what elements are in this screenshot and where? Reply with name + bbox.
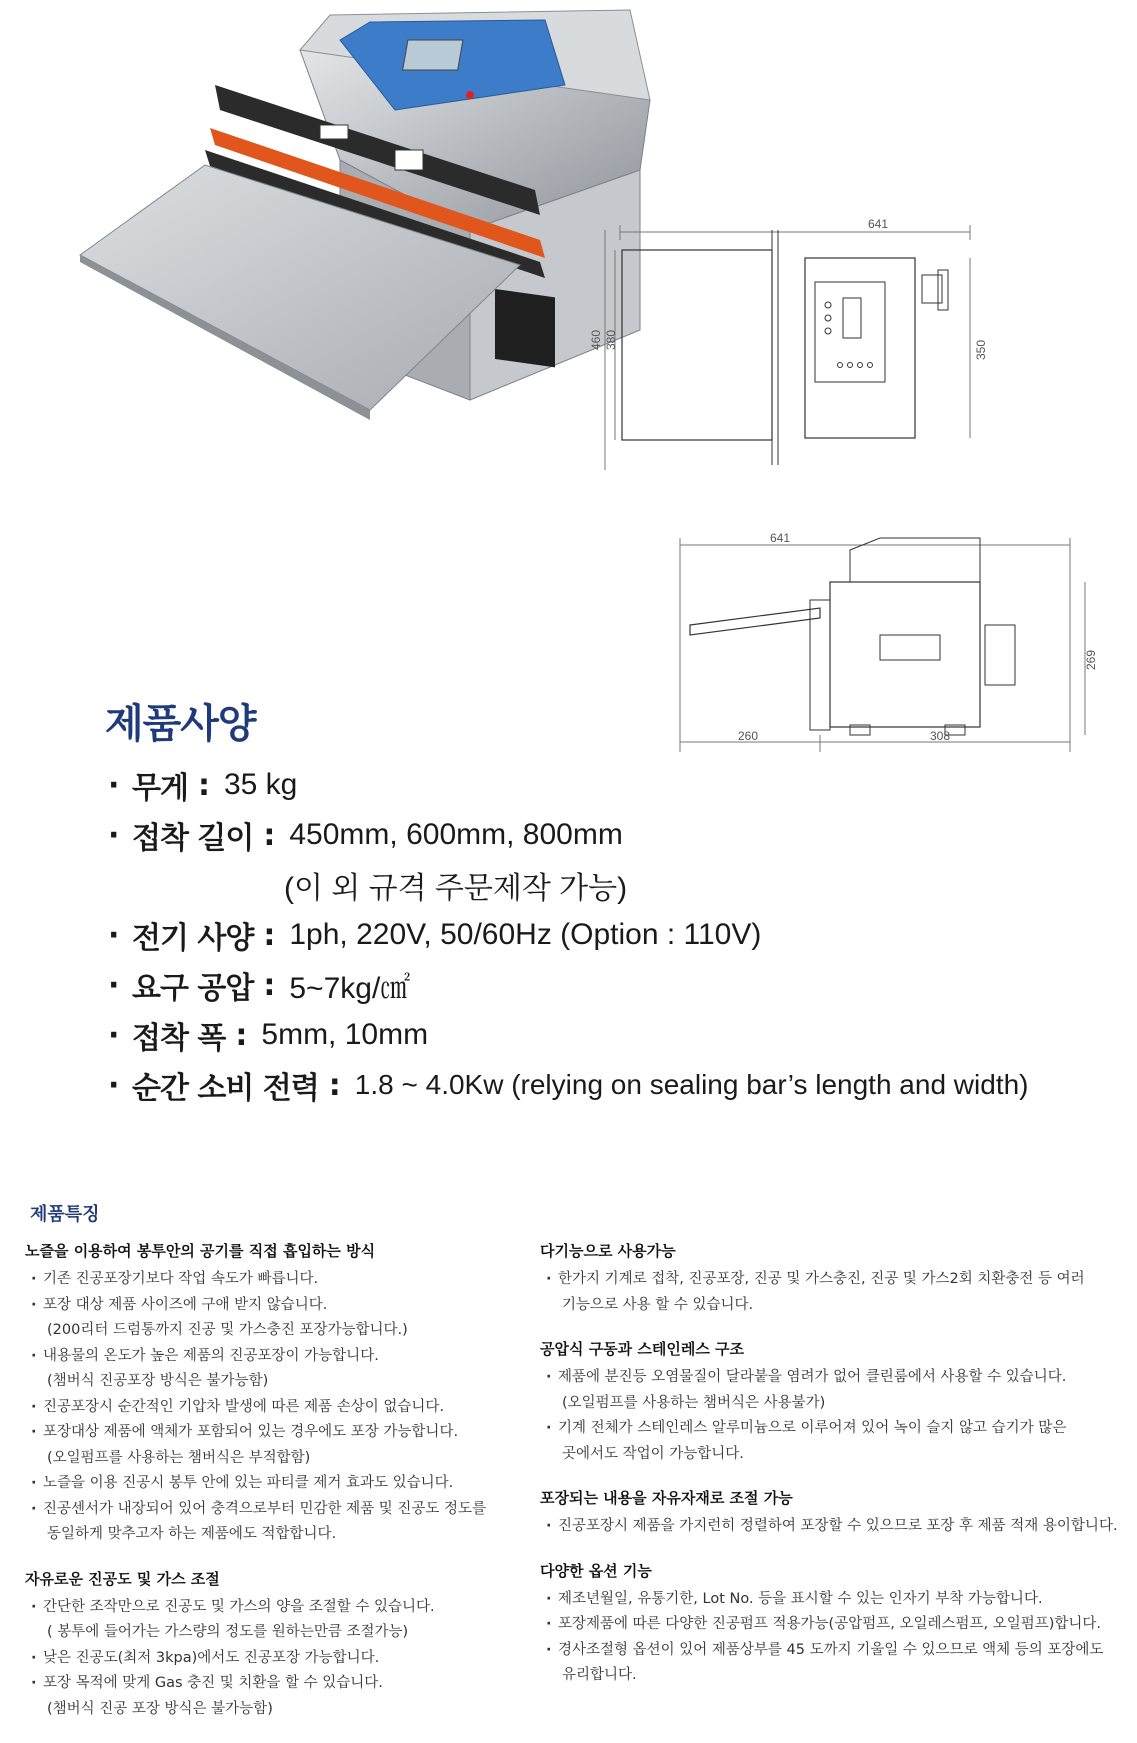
spec-value: 5~7kg/㎠ bbox=[289, 972, 411, 1005]
feature-group bbox=[540, 1338, 1130, 1467]
bullet: · bbox=[108, 1017, 120, 1053]
bullet: · bbox=[108, 1067, 120, 1103]
bullet: · bbox=[108, 917, 120, 953]
vacuum-sealer-illustration bbox=[40, 0, 680, 450]
spec-title: 제품사양 bbox=[105, 701, 256, 747]
feature-item: · 제품에 분진등 오염물질이 달라붙을 염려가 없어 클린룸에서 사용할 수 있습니다. bbox=[540, 1365, 1130, 1391]
feature-group bbox=[540, 1487, 1130, 1540]
feature-item: · 진공포장시 순간적인 기압차 발생에 따른 제품 손상이 없습니다. bbox=[25, 1395, 570, 1421]
feature-item: · 포장 목적에 맞게 Gas 충진 및 치환을 할 수 있습니다. bbox=[25, 1671, 570, 1697]
spec-row-electrical bbox=[108, 910, 1118, 960]
spec-row-seal-length bbox=[108, 810, 1118, 860]
spec-value: 35 kg bbox=[223, 768, 298, 801]
spec-label: 무게 bbox=[132, 771, 188, 806]
feature-list bbox=[540, 1267, 1130, 1318]
feature-note: ( 봉투에 들어가는 가스량의 정도를 원하는만큼 조절가능) bbox=[47, 1624, 409, 1640]
feature-group-title: 다양한 옵션 기능 bbox=[540, 1561, 652, 1580]
feature-note: 동일하게 맞추고자 하는 제품에도 적합합니다. bbox=[47, 1526, 337, 1542]
spec-label: 순간 소비 전력 bbox=[132, 1071, 319, 1106]
spec-colon: : bbox=[328, 1067, 341, 1103]
bullet: · bbox=[108, 817, 120, 853]
features-left-column bbox=[25, 1240, 570, 1742]
side-view-drawing bbox=[680, 530, 1100, 755]
feature-item: · 노즐을 이용 진공시 봉투 안에 있는 파티클 제거 효과도 있습니다. bbox=[25, 1471, 570, 1497]
spec-value: 5mm, 10mm bbox=[261, 1018, 429, 1051]
spec-colon: : bbox=[197, 767, 210, 803]
features-title: 제품특징 bbox=[30, 1204, 100, 1225]
feature-group-title: 자유로운 진공도 및 가스 조절 bbox=[25, 1569, 220, 1588]
spec-value: 1ph, 220V, 50/60Hz (Option : 110V) bbox=[289, 918, 762, 951]
feature-group-title: 다기능으로 사용가능 bbox=[540, 1242, 676, 1260]
top-width-dim: 641 bbox=[868, 217, 889, 231]
spec-row-weight bbox=[108, 760, 1118, 810]
top-outer-height-dim: 460 bbox=[589, 329, 603, 350]
spec-label: 접착 폭 bbox=[132, 1021, 226, 1056]
spec-label: 전기 사양 bbox=[132, 921, 254, 956]
spec-label: 접착 길이 bbox=[132, 821, 254, 856]
top-view-drawing bbox=[589, 217, 1080, 520]
feature-item: · 내용물의 온도가 높은 제품의 진공포장이 가능합니다. bbox=[25, 1344, 570, 1370]
spec-row-air-pressure bbox=[108, 960, 1118, 1010]
feature-group-title: 노즐을 이용하여 봉투안의 공기를 직접 흡입하는 방식 bbox=[25, 1242, 376, 1260]
side-height-dim: 269 bbox=[1084, 649, 1098, 670]
feature-item: · 진공포장시 제품을 가지런히 정렬하여 포장할 수 있으므로 포장 후 제품 적재 용이합니다. bbox=[540, 1514, 1130, 1540]
feature-item: · 포장대상 제품에 액체가 포함되어 있는 경우에도 포장 가능합니다. bbox=[25, 1420, 570, 1446]
spec-value: 450mm, 600mm, 800mm bbox=[289, 818, 623, 851]
feature-list bbox=[25, 1595, 570, 1723]
feature-group bbox=[25, 1240, 570, 1548]
feature-note: (챔버식 진공 포장 방식은 불가능함) bbox=[47, 1700, 273, 1717]
feature-item: · 진공센서가 내장되어 있어 충격으로부터 민감한 제품 및 진공도 정도를 bbox=[25, 1497, 570, 1523]
bullet: · bbox=[108, 967, 120, 1003]
spec-colon: : bbox=[263, 817, 276, 853]
feature-item: · 기계 전체가 스테인레스 알루미늄으로 이루어져 있어 녹이 슬지 않고 습기가 많은 bbox=[540, 1416, 1130, 1442]
feature-list bbox=[25, 1267, 570, 1548]
side-width-dim: 641 bbox=[770, 531, 791, 545]
feature-note: 곳에서도 작업이 가능합니다. bbox=[562, 1445, 744, 1462]
feature-note: (오일펌프를 사용하는 챔버식은 부적합함) bbox=[47, 1449, 311, 1466]
feature-item: · 경사조절형 옵션이 있어 제품상부를 45 도까지 기울일 수 있으므로 액체 등의 포장에도 bbox=[540, 1638, 1130, 1664]
feature-item: · 한가지 기계로 접착, 진공포장, 진공 및 가스충진, 진공 및 가스2회 치환충전 등 여러 bbox=[540, 1267, 1130, 1293]
spec-colon: : bbox=[263, 967, 276, 1003]
feature-group-title: 공압식 구동과 스테인레스 구조 bbox=[540, 1340, 745, 1358]
feature-list bbox=[540, 1365, 1130, 1467]
feature-note: 유리합니다. bbox=[562, 1667, 637, 1683]
spec-value: 1.8 ~ 4.0Kw (relying on sealing bar’s length and width) bbox=[354, 1069, 1029, 1100]
feature-group-title: 포장되는 내용을 자유자재로 조절 가능 bbox=[540, 1489, 793, 1507]
feature-note: (챔버식 진공포장 방식은 불가능함) bbox=[47, 1373, 269, 1389]
feature-note: 기능으로 사용 할 수 있습니다. bbox=[562, 1296, 754, 1313]
feature-item: · 포장 대상 제품 사이즈에 구애 받지 않습니다. bbox=[25, 1293, 570, 1319]
spec-row-power bbox=[108, 1060, 1118, 1110]
feature-item: · 포장제품에 따른 다양한 진공펌프 적용가능(공압펌프, 오일레스펌프, 오일펌프)합니다. bbox=[540, 1612, 1130, 1638]
spec-label: 요구 공압 bbox=[132, 971, 254, 1006]
spec-list bbox=[108, 760, 1118, 1110]
spec-colon: : bbox=[235, 1017, 248, 1053]
feature-list bbox=[540, 1514, 1130, 1540]
product-photo bbox=[40, 0, 680, 450]
spec-value: (이 외 규격 주문제작 가능) bbox=[284, 872, 628, 905]
bullet: · bbox=[108, 767, 120, 803]
feature-list bbox=[540, 1587, 1130, 1689]
feature-group bbox=[540, 1240, 1130, 1318]
spec-row-custom-note bbox=[108, 860, 1118, 910]
feature-group bbox=[25, 1568, 570, 1723]
side-right-depth-dim: 308 bbox=[930, 729, 951, 743]
feature-note: (오일펌프를 사용하는 챔버식은 사용불가) bbox=[562, 1394, 826, 1411]
spec-colon: : bbox=[263, 917, 276, 953]
feature-note: (200리터 드럼통까지 진공 및 가스충진 포장가능합니다.) bbox=[47, 1322, 408, 1338]
top-right-height-dim: 350 bbox=[974, 339, 988, 360]
feature-group bbox=[540, 1560, 1130, 1689]
feature-item: · 제조년월일, 유통기한, Lot No. 등을 표시할 수 있는 인자기 부착 가능합니다. bbox=[540, 1587, 1130, 1613]
feature-item: · 간단한 조작만으로 진공도 및 가스의 양을 조절할 수 있습니다. bbox=[25, 1595, 570, 1621]
top-inner-height-dim: 380 bbox=[604, 329, 618, 350]
side-left-depth-dim: 260 bbox=[738, 729, 759, 743]
spec-row-seal-width bbox=[108, 1010, 1118, 1060]
feature-item: · 기존 진공포장기보다 작업 속도가 빠릅니다. bbox=[25, 1267, 570, 1293]
feature-item: · 낮은 진공도(최저 3kpa)에서도 진공포장 가능합니다. bbox=[25, 1646, 570, 1672]
features-right-column bbox=[540, 1240, 1130, 1709]
